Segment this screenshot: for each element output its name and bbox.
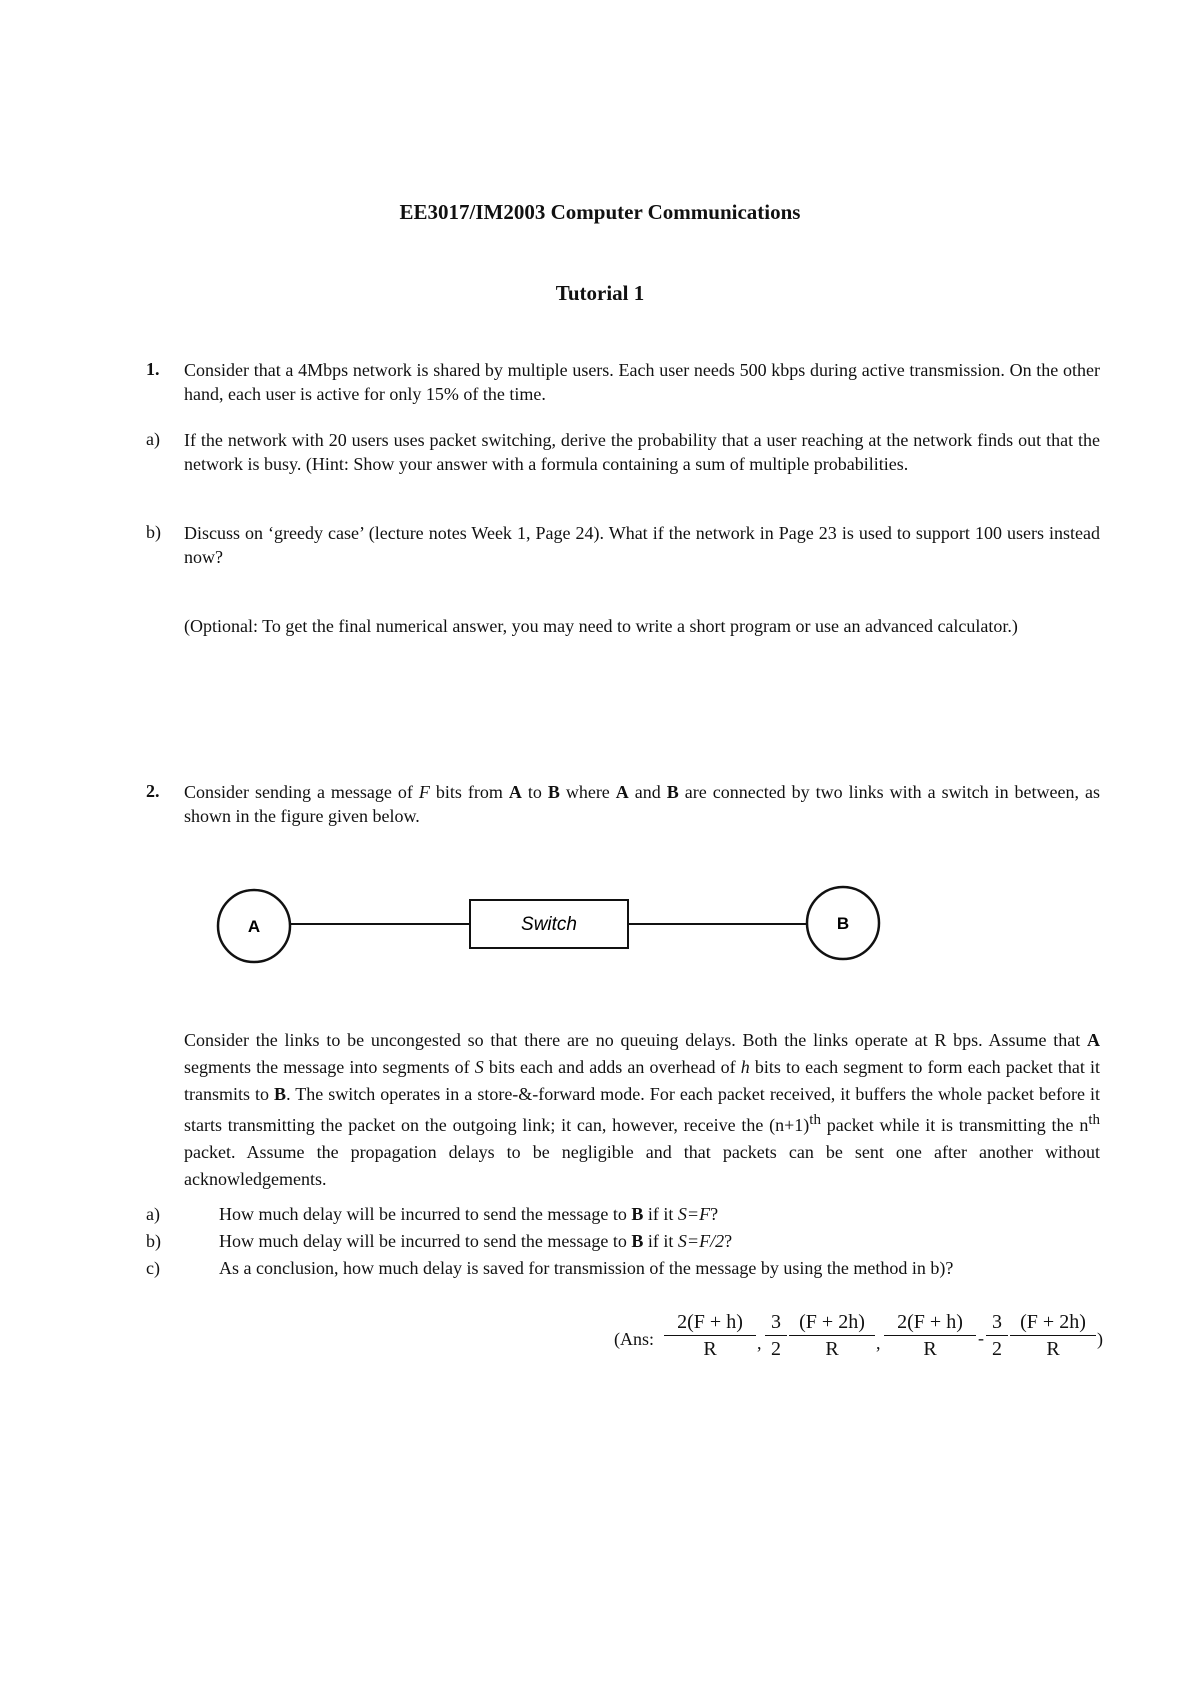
q2a-text: How much delay will be incurred to send the message to B if it S=F?: [219, 1204, 719, 1224]
q1a-text: If the network with 20 users uses packet switching, derive the probability that a user reaching at the network finds out that the network is busy. (Hint: Show your answer with a formula containing a sum of multiple probabilities.: [184, 430, 1100, 474]
q2-description: Consider the links to be uncongested so that there are no queuing delays. Both the links operate at R bps. Assume that A segments the message into segments of S bits each and adds an overhead of h bits to each segment to form each packet that it transmits to B. The switch operates in a store-&-forward mode. For each packet received, it buffers the whole packet before it starts transmitting the packet on the outgoing link; it can, however, receive the $(n+1)^{th}$ packet while it is transmitting the $n^{th}$ packet. Assume the propagation delays to be negligible and that packets can be sent one after another without acknowledgements.: [184, 1030, 1101, 1189]
q2c-label: c): [146, 1258, 160, 1278]
q2b-label: b): [146, 1231, 161, 1251]
answer-close: ): [1097, 1329, 1103, 1349]
q1-stem: Consider that a 4Mbps network is shared by multiple users. Each user needs 500 kbps during active transmission. On the other hand, each user is active for only 15% of the time.: [184, 360, 1100, 404]
q2-number: 2.: [146, 781, 160, 801]
q1-number: 1.: [146, 359, 160, 379]
q1-optional-note: (Optional: To get the final numerical answer, you may need to write a short program or use an advanced calculator.): [184, 616, 1018, 636]
q2c-text: As a conclusion, how much delay is saved for transmission of the message by using the method in b)?: [219, 1258, 954, 1278]
fraction-4b: $\frac{(F + 2h)}{R}$: [1010, 1309, 1096, 1362]
node-a-label: A: [247, 917, 261, 936]
q2-stem: Consider sending a message of F bits from A to B where A and B are connected by two links with a switch in between, as shown in the figure given below.: [184, 782, 1101, 826]
fraction-2a: $\frac{3}{2}$: [765, 1309, 787, 1362]
minus-sign: -: [978, 1328, 984, 1348]
answer-open: (Ans:: [614, 1329, 654, 1349]
fraction-1: $\frac{2(F + h)}{R}$: [664, 1309, 756, 1362]
q1b-label: b): [146, 522, 161, 542]
fraction-2b: $\frac{(F + 2h)}{R}$: [789, 1309, 875, 1362]
q2b-text: How much delay will be incurred to send the message to B if it S=F/2?: [219, 1231, 733, 1251]
network-diagram: [210, 880, 890, 980]
fraction-3: $\frac{2(F + h)}{R}$: [884, 1309, 976, 1362]
fraction-4a: $\frac{3}{2}$: [986, 1309, 1008, 1362]
separator: ,: [757, 1333, 762, 1353]
q1a-label: a): [146, 429, 160, 449]
q1b-text: Discuss on ‘greedy case’ (lecture notes Week 1, Page 24). What if the network in Page 23 is used to support 100 users instead now?: [184, 523, 1100, 567]
q2a-label: a): [146, 1204, 160, 1224]
switch-label: Switch: [521, 914, 577, 935]
course-title: EE3017/IM2003 Computer Communications: [399, 200, 801, 224]
tutorial-title: Tutorial 1: [555, 281, 645, 305]
separator: ,: [876, 1333, 881, 1353]
node-b-label: B: [836, 914, 850, 933]
